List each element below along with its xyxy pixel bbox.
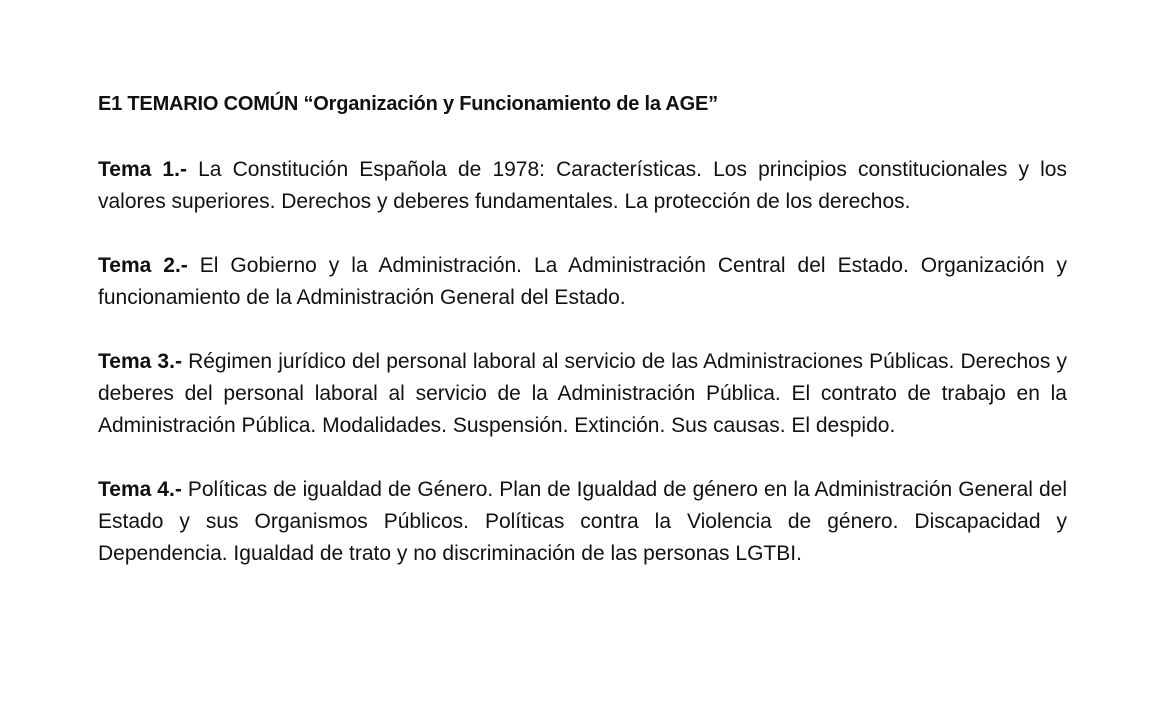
tema-4-paragraph <box>98 474 1067 570</box>
tema-4-text: Políticas de igualdad de Género. Plan de Igualdad de género en la Administración General del Estado y sus Organismos Públicos. Políticas contra la Violencia de género. Discapacidad y Dependencia. Igualdad de trato y no discriminación de las personas LGTBI. <box>98 478 1067 565</box>
document-title: E1 TEMARIO COMÚN “Organización y Funcionamiento de la AGE” <box>98 93 718 115</box>
tema-2-label: Tema 2.- <box>98 254 188 277</box>
tema-4-label: Tema 4.- <box>98 478 182 501</box>
tema-2-paragraph <box>98 250 1067 314</box>
tema-1-label: Tema 1.- <box>98 158 187 181</box>
tema-3-paragraph <box>98 346 1067 442</box>
tema-3-text: Régimen jurídico del personal laboral al servicio de las Administraciones Públicas. Derechos y deberes del personal laboral al servicio de la Administración Pública. El contrato de trabajo en la Administración Pública. Modalidades. Suspensión. Extinción. Sus causas. El despido. <box>98 350 1067 437</box>
tema-1-text: La Constitución Española de 1978: Características. Los principios constitucionales y los valores superiores. Derechos y deberes fundamentales. La protección de los derechos. <box>98 158 1067 213</box>
document-content <box>98 88 1067 602</box>
tema-1-paragraph <box>98 154 1067 218</box>
tema-2-text: El Gobierno y la Administración. La Administración Central del Estado. Organización y funcionamiento de la Administración General del Estado. <box>98 254 1067 309</box>
tema-3-label: Tema 3.- <box>98 350 182 373</box>
